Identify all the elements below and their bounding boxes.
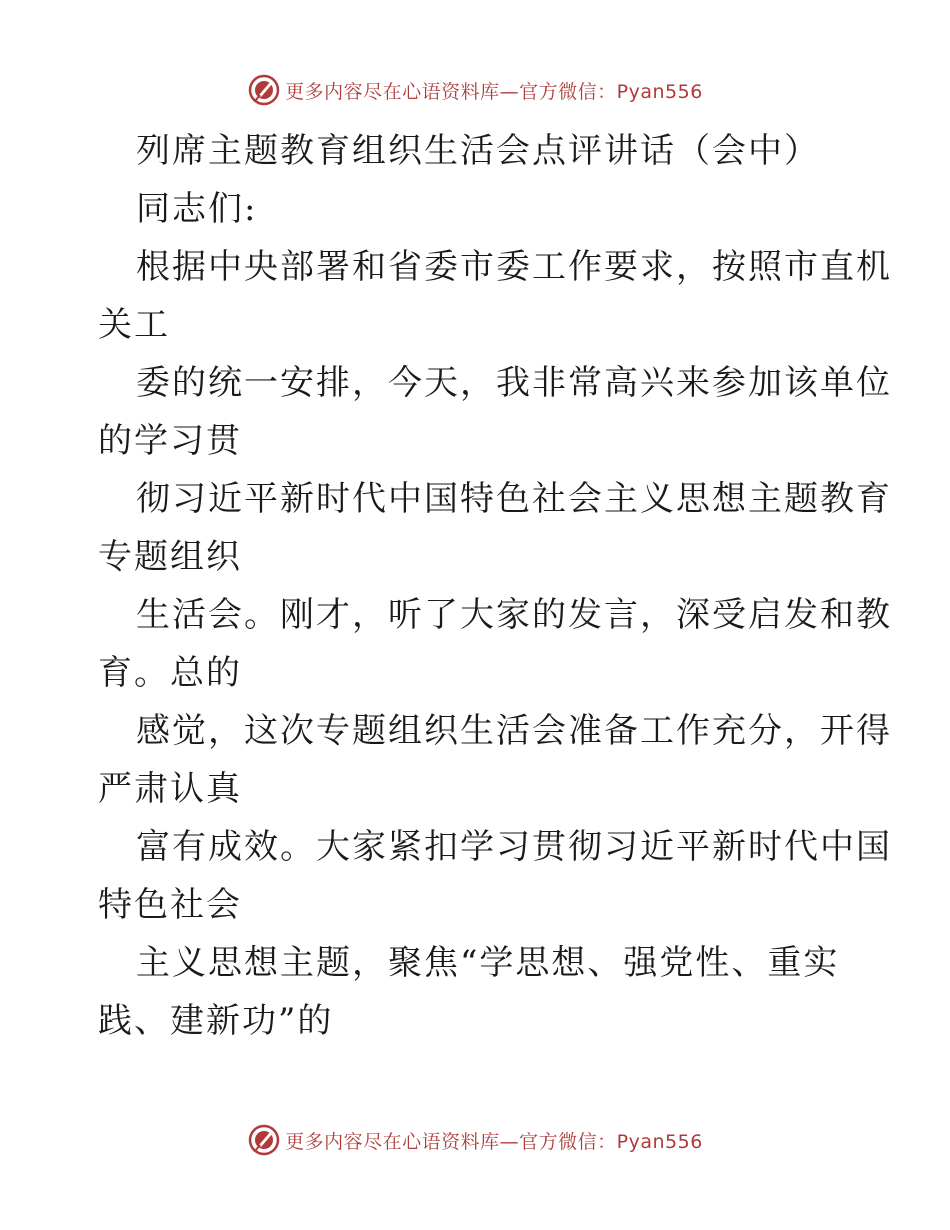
salutation: 同志们: [136,189,258,229]
paragraph-line: 的学习贯 [98,421,242,461]
paragraph-line: 主义思想主题，聚焦“学思想、强党性、重实 [136,943,840,983]
paragraph-line: 委的统一安排，今天，我非常高兴来参加该单位 [136,363,892,403]
quill-seal-icon [247,1123,281,1157]
paragraph-line: 富有成效。大家紧扣学习贯彻习近平新时代中国 [136,827,892,867]
paragraph-line: 生活会。刚才，听了大家的发言，深受启发和教 [136,595,892,635]
footer-watermark-text: 更多内容尽在心语资料库—官方微信：Pyan556 [285,1130,703,1153]
paragraph-line: 专题组织 [98,537,242,577]
paragraph-line: 彻习近平新时代中国特色社会主义思想主题教育 [136,479,892,519]
document-title: 列席主题教育组织生活会点评讲话（会中） [136,131,820,171]
header-watermark-text: 更多内容尽在心语资料库—官方微信：Pyan556 [285,80,703,103]
paragraph-line: 特色社会 [98,885,242,925]
paragraph-line: 严肃认真 [98,769,242,809]
paragraph-line: 关工 [98,305,170,345]
paragraph-line: 育。总的 [98,653,242,693]
document-body [98,122,892,1050]
paragraph-line: 根据中央部署和省委市委工作要求，按照市直机 [136,247,892,287]
paragraph-line: 感觉，这次专题组织生活会准备工作充分，开得 [136,711,892,751]
paragraph-line: 践、建新功”的 [98,1001,334,1041]
footer-watermark-banner [0,1120,950,1160]
header-watermark-banner [0,70,950,110]
quill-seal-icon [247,73,281,107]
